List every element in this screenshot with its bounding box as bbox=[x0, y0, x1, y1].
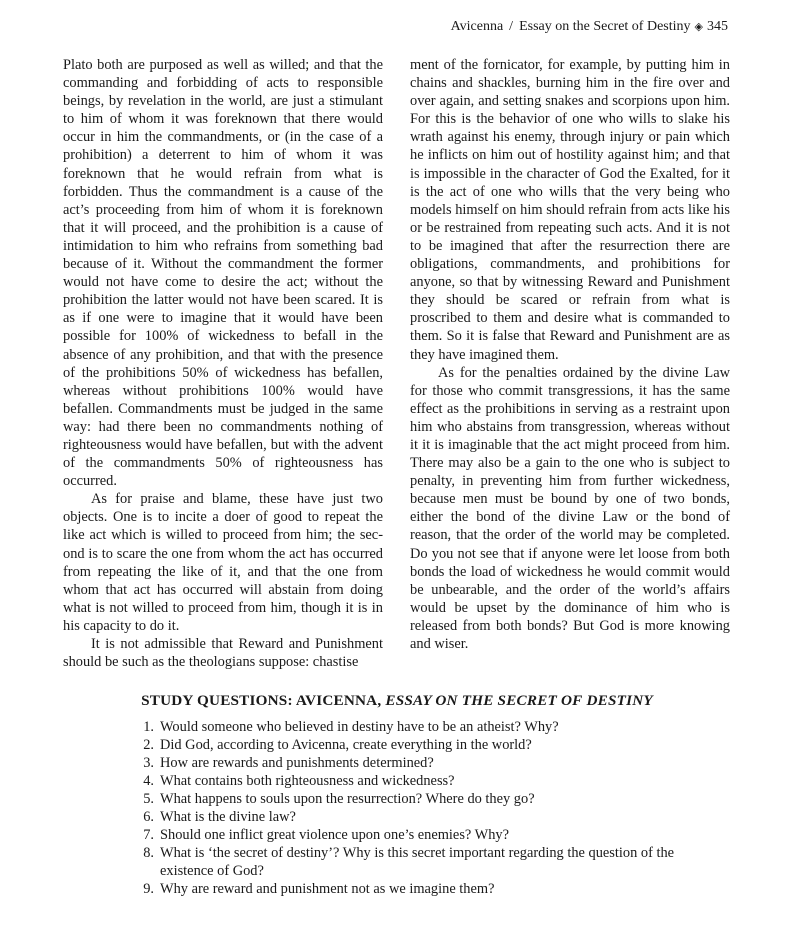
question-item bbox=[130, 772, 690, 790]
paragraph: It is not admissible that Reward and Punishment should be such as the theologians suppose: chastise bbox=[63, 636, 383, 671]
heading-prefix: STUDY QUESTIONS: AVICENNA, bbox=[141, 692, 382, 709]
right-column bbox=[410, 56, 730, 653]
running-header bbox=[451, 19, 728, 35]
header-title: Essay on the Secret of Destiny bbox=[519, 19, 691, 34]
paragraph: As for the penalties ordained by the divine Law for those who commit transgressions, it has the same effect as the prohibitions in serving as a restraint upon him who abstains from transgression, whereas without it it is imaginable that the act might proceed from him. There may also be a gain to the one who is subject to penalty, in preventing him from further wickedness, because men must be bound by one of two bonds, either the bond of the divine Law or the bond of reason, that the order of the world may be completed. Do you not see that if anyone were let loose from both bonds the load of wickedness he would commit would be unbearable, and the order of the world’s affairs would be upset by the dominance of him who is released from both bonds? But God is more knowing and wiser. bbox=[410, 364, 730, 652]
question-item bbox=[130, 754, 690, 772]
header-separator: / bbox=[509, 19, 514, 34]
paragraph: As for praise and blame, these have just two objects. One is to incite a doer of good to repeat the like act which is willed to proceed from him; the second is to scare the one from whom the act has occurred from repeating the like of it, and that the one from whom that act has occurred will abstain from doing what is not willed to proceed from him, though it is in his capacity to do it. bbox=[63, 491, 383, 634]
question-number: 2. bbox=[143, 737, 154, 753]
question-number: 9. bbox=[143, 881, 154, 897]
question-item bbox=[130, 790, 690, 808]
heading-italic-essay: ESSAY ON bbox=[385, 692, 458, 709]
question-item bbox=[130, 718, 690, 736]
question-number: 4. bbox=[143, 773, 154, 789]
question-item bbox=[130, 844, 690, 880]
question-text: Should one inflict great violence upon one’s enemies? Why? bbox=[160, 827, 510, 843]
study-questions-heading bbox=[0, 692, 794, 710]
heading-italic-destiny: DESTINY bbox=[586, 692, 653, 709]
question-text: What is the divine law? bbox=[160, 809, 296, 825]
question-text: Did God, according to Avicenna, create everything in the world? bbox=[160, 737, 532, 753]
header-author: Avicenna bbox=[450, 19, 504, 34]
paragraph: ment of the fornicator, for example, by putting him in chains and shackles, burning him in the fire over and over again, and setting snakes and scorpions upon him. For this is the behavior of one who wills to slake his wrath against his enemy, through injury or pain which he inflicts on him out of hostility against him; and that is impossible in the character of God the Exalted, for it is the act of one who wills that the very being who models himself on him should refrain from acts like his or be restrained from repeating such acts. And it is not to be imagined that after the resurrection there are obligations, commandments, and prohibitions for anyone, so that by witnessing Reward and Punishment they should be scared or refrain from what is proscribed to them and desire what is commanded to them. So it is false that Reward and Punishment are as they have imagined them. bbox=[410, 57, 730, 363]
left-column bbox=[63, 56, 383, 671]
question-number: 1. bbox=[143, 719, 154, 735]
question-text: What contains both righteousness and wickedness? bbox=[160, 773, 455, 789]
question-item bbox=[130, 736, 690, 754]
question-item bbox=[130, 826, 690, 844]
question-text: How are rewards and punishments determined? bbox=[160, 755, 434, 771]
question-text: What is ‘the secret of destiny’? Why is this secret important regarding the question of the existence of God? bbox=[160, 845, 675, 879]
question-text: Why are reward and punishment not as we imagine them? bbox=[160, 881, 495, 897]
page-number: 345 bbox=[707, 19, 728, 34]
question-text: What happens to souls upon the resurrection? Where do they go? bbox=[160, 791, 535, 807]
question-text: Would someone who believed in destiny have to be an atheist? Why? bbox=[160, 719, 559, 735]
heading-italic-title: THE SECRET OF bbox=[461, 692, 583, 709]
question-item bbox=[130, 808, 690, 826]
paragraph: Plato both are purposed as well as willed; and that the commanding and forbidding of acts to responsible beings, by revelation in the world, are just a stimulant to him of whom it was foreknown that there would occur in him the commandments, or (in the case of a prohibition) a deterrent to him of whom it was foreknown that he would refrain from what is forbidden. Thus the commandment is a cause of the act’s proceeding from him of whom it is foreknown that it will proceed, and the prohibition is a cause of intimidation to him who refrains from something bad because of it. Without the commandment the former would not have come to desire the act; without the prohibition the latter would not have been scared. It is as if one were to imagine that it would have been possible for 100% of wickedness to befall in the absence of any prohibition, and that with the presence of the prohibitions 50% of wickedness has befallen, whereas without prohibitions 100% would have befallen. Commandments must be judged in the same way: had there been no commandments nothing of righteousness would have befallen, but with the advent of the commandments 50% of righteousness has occurred. bbox=[63, 57, 383, 490]
question-number: 8. bbox=[143, 845, 154, 861]
question-number: 5. bbox=[143, 791, 154, 807]
study-questions-list bbox=[130, 718, 690, 898]
question-number: 7. bbox=[143, 827, 154, 843]
question-number: 3. bbox=[143, 755, 154, 771]
ornament-icon: ◈ bbox=[694, 21, 703, 33]
question-number: 6. bbox=[143, 809, 154, 825]
question-item bbox=[130, 880, 690, 898]
